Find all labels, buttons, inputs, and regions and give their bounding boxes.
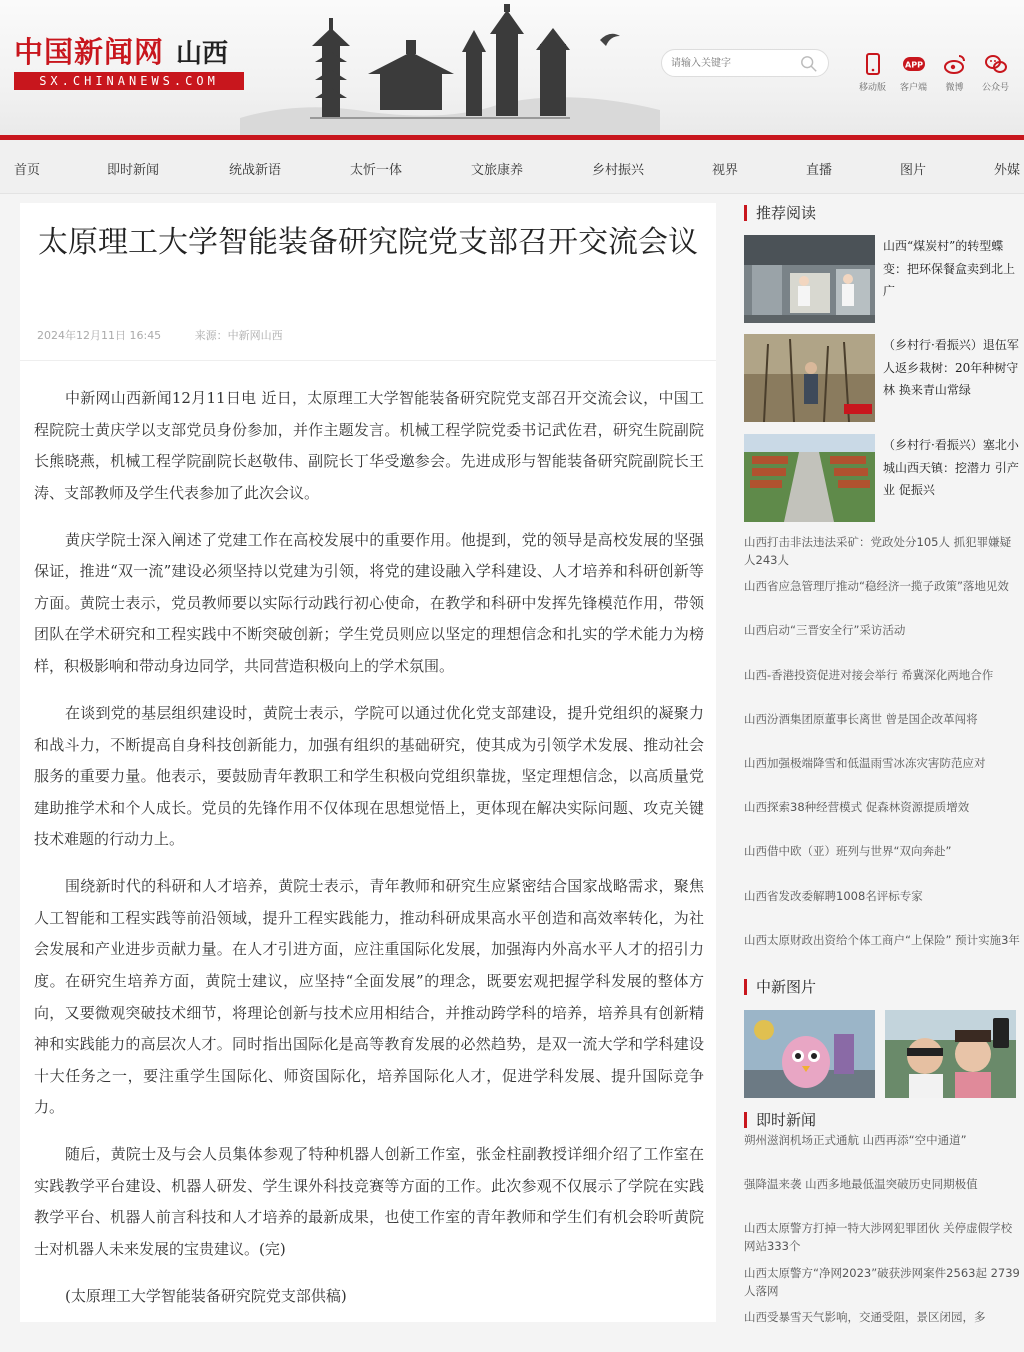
weibo-link[interactable] xyxy=(934,52,975,93)
site-header xyxy=(0,0,1024,140)
nav-item-foreign-media[interactable]: 外媒 xyxy=(994,163,1021,178)
realtime-list xyxy=(744,1131,1020,1352)
nav-item-taixin[interactable]: 太忻一体 xyxy=(350,163,403,178)
list-item[interactable]: 山西太原警方“净网2023”破获涉网案件2563起 2739人落网 xyxy=(744,1265,1020,1298)
skyline-illustration xyxy=(240,0,660,140)
article-meta xyxy=(37,327,313,343)
article-paragraph: 中新网山西新闻12月11日电 近日，太原理工大学智能装备研究院党支部召开交流会议，中国工程院院士黄庆学以支部党员身份参加，并作主题发言。机械工程学院党委书记武佐君，研究生院副院长熊晓燕，机械工程学院副院长赵敬伟、副院长丁华受邀参会。先进成形与智能装备研究院副院长王涛、支部教师及学生代表参加了此次会议。 xyxy=(34,389,704,502)
list-item[interactable]: 山西太原财政出资给个体工商户“上保险” 预计实施3年 xyxy=(744,932,1020,947)
nav-item-rural[interactable]: 乡村振兴 xyxy=(592,163,645,178)
list-item[interactable]: 山西探索38种经营模式 促森林资源提质增效 xyxy=(744,800,970,815)
list-item[interactable]: 山西启动“三晋安全行”采访活动 xyxy=(744,623,906,638)
nav-item-vision[interactable]: 视界 xyxy=(712,163,739,178)
search-box xyxy=(661,49,829,77)
app-icon xyxy=(902,52,926,76)
gallery-photo[interactable] xyxy=(885,1010,1016,1098)
weibo-label: 微博 xyxy=(945,83,964,93)
nav-item-culture[interactable]: 文旅康养 xyxy=(471,163,524,178)
list-item[interactable]: 朔州滋润机场正式通航 山西再添“空中通道” xyxy=(744,1133,967,1147)
realtime-section-title: 即时新闻 xyxy=(744,1112,1020,1128)
mobile-link[interactable] xyxy=(852,52,893,93)
recommend-list xyxy=(744,533,1020,975)
list-item[interactable]: 山西受暴雪天气影响，交通受阻，景区闭园，多 xyxy=(744,1309,986,1324)
article-body xyxy=(20,383,716,1328)
article-paragraph: 随后，黄院士及与会人员集体参观了特种机器人创新工作室，张金柱副教授详细介绍了工作室在实践教学平台建设、机器人研发、学生课外科技竞赛等方面的工作。此次参观不仅展示了学院在实践教学平台、机器人前言科技和人才培养的最新成果，也使工作室的青年教师和学生们有机会聆听黄院士对机器人未来发展的宝贵建议。(完) xyxy=(34,1145,704,1259)
list-item[interactable]: 山西太原警方打掉一特大涉网犯罪团伙 关停虚假学校网站333个 xyxy=(744,1221,1013,1254)
recommend-pic-item[interactable] xyxy=(744,334,1020,424)
recommend-thumbnail[interactable] xyxy=(744,334,875,422)
app-badge: APP xyxy=(904,60,923,70)
article-source: 来源：中新网山西 xyxy=(194,329,283,342)
article-paragraph: 在谈到党的基层组织建设时，黄院士表示，学院可以通过优化党支部建设，提升党组织的凝聚力和战斗力，不断提高自身科技创新能力，加强有组织的基础研究，使其成为引领学术发展、推动社会服务的重要力量。他表示，要鼓励青年教职工和学生积极向党组织靠拢，坚定理想信念，以高质量党建助推学术和个人成长。党员的先锋作用不仅体现在思想觉悟上，更体现在解决实际问题、攻克关键技术难题的行动力上。 xyxy=(34,703,704,849)
recommend-section-title: 推荐阅读 xyxy=(744,205,1020,221)
list-item[interactable]: 山西汾酒集团原董事长离世 曾是国企改革闯将 xyxy=(744,711,978,726)
recommend-caption[interactable]: （乡村行·看振兴）塞北小城山西天镇：挖潜力 引产业 促振兴 xyxy=(883,438,1019,497)
nav-item-realtime[interactable]: 即时新闻 xyxy=(107,163,160,178)
nav-item-united-front[interactable]: 统战新语 xyxy=(229,163,282,178)
photos-section-title: 中新图片 xyxy=(744,979,1020,995)
logo-wordmark: 中国新闻网 xyxy=(14,35,165,69)
list-item[interactable]: 山西省应急管理厅推动“稳经济一揽子政策”落地见效 xyxy=(744,579,1009,594)
site-logo[interactable] xyxy=(14,30,228,71)
recommend-thumbnail[interactable] xyxy=(744,235,875,323)
nav-item-home[interactable]: 首页 xyxy=(14,163,41,178)
list-item[interactable]: 山西借中欧（亚）班列与世界“双向奔赴” xyxy=(744,844,952,859)
article-paragraph: 围绕新时代的科研和人才培养，黄院士表示，青年教师和研究生应紧密结合国家战略需求，聚焦人工智能和工程实践等前沿领域，提升工程实践能力，推动科研成果高水平创造和高效率转化，为社会发展和产业进步贡献力量。在人才引进方面，应注重国际化发展，加强海内外高水平人才的招引力度。在研究生培养方面，黄院士建议，应坚持“全面发展”的理念，既要宏观把握学科发展的整体方向，又要微观突破技术细节，将理论创新与技术应用相结合，并推动跨学科的培养，培养具有创新精神和实践能力的高层次人才。同时指出国际化是高等教育发展的必然趋势，是双一流大学和学科建设十大任务之一，要注重学生国际化、师资国际化，培养国际化人才，促进学科发展、提升国际竞争力。 xyxy=(34,877,704,1117)
header-icon-group xyxy=(852,52,1016,93)
wechat-label: 公众号 xyxy=(981,83,1009,93)
article-footnote: (太原理工大学智能装备研究院党支部供稿) xyxy=(65,1286,347,1305)
list-item[interactable]: 山西打击非法违法采矿：党政处分105人 抓犯罪嫌疑人243人 xyxy=(744,535,1012,567)
search-icon[interactable] xyxy=(800,55,818,73)
article-title: 太原理工大学智能装备研究院党支部召开交流会议 xyxy=(38,225,698,260)
recommend-pic-item[interactable] xyxy=(744,434,1020,524)
app-label: 客户端 xyxy=(899,83,927,93)
recommend-caption[interactable]: 山西“煤炭村”的转型蝶变：把环保餐盒卖到北上广 xyxy=(883,239,1016,298)
nav-item-photos[interactable]: 图片 xyxy=(900,163,927,178)
recommend-thumbnail[interactable] xyxy=(744,434,875,522)
mobile-label: 移动版 xyxy=(858,83,886,93)
app-link[interactable] xyxy=(893,52,934,93)
nav-item-live[interactable]: 直播 xyxy=(806,163,833,178)
main-nav xyxy=(0,140,1024,194)
recommend-pic-item[interactable] xyxy=(744,235,1020,325)
article-container xyxy=(20,203,716,1322)
list-item[interactable]: 山西省发改委解聘1008名评标专家 xyxy=(744,888,923,903)
photo-gallery xyxy=(744,1010,1020,1098)
search-input[interactable] xyxy=(662,50,792,76)
recommend-caption[interactable]: （乡村行·看振兴）退伍军人返乡栽树：20年种树守林 换来青山常绿 xyxy=(883,338,1019,397)
list-item[interactable]: 强降温来袭 山西多地最低温突破历史同期极值 xyxy=(744,1177,978,1192)
article-header xyxy=(20,203,716,361)
logo-region: 山西 xyxy=(176,39,229,69)
list-item[interactable]: 山西-香港投资促进对接会举行 希冀深化两地合作 xyxy=(744,667,994,682)
article-paragraph: 黄庆学院士深入阐述了党建工作在高校发展中的重要作用。他提到，党的领导是高校发展的坚强保证，推进“双一流”建设必须坚持以党建为引领，将党的建设融入学科建设、人才培养和科研创新等方面。黄院士表示，党员教师要以实际行动践行初心使命，在教学和科研中发挥先锋模范作用，带领团队在学术研究和工程实践中不断突破创新；学生党员则应以坚定的理想信念和扎实的学术能力为榜样，积极影响和带动身边同学，共同营造积极向上的学术氛围。 xyxy=(34,530,704,676)
wechat-link[interactable] xyxy=(975,52,1016,93)
article-date: 2024年12月11日 16:45 xyxy=(37,329,162,342)
wechat-icon xyxy=(984,52,1008,76)
gallery-photo[interactable] xyxy=(744,1010,875,1098)
list-item[interactable]: 山西加强极端降雪和低温雨雪冰冻灾害防范应对 xyxy=(744,755,986,770)
weibo-icon xyxy=(943,52,967,76)
logo-url: SX.CHINANEWS.COM xyxy=(14,72,244,90)
mobile-icon xyxy=(861,52,885,76)
